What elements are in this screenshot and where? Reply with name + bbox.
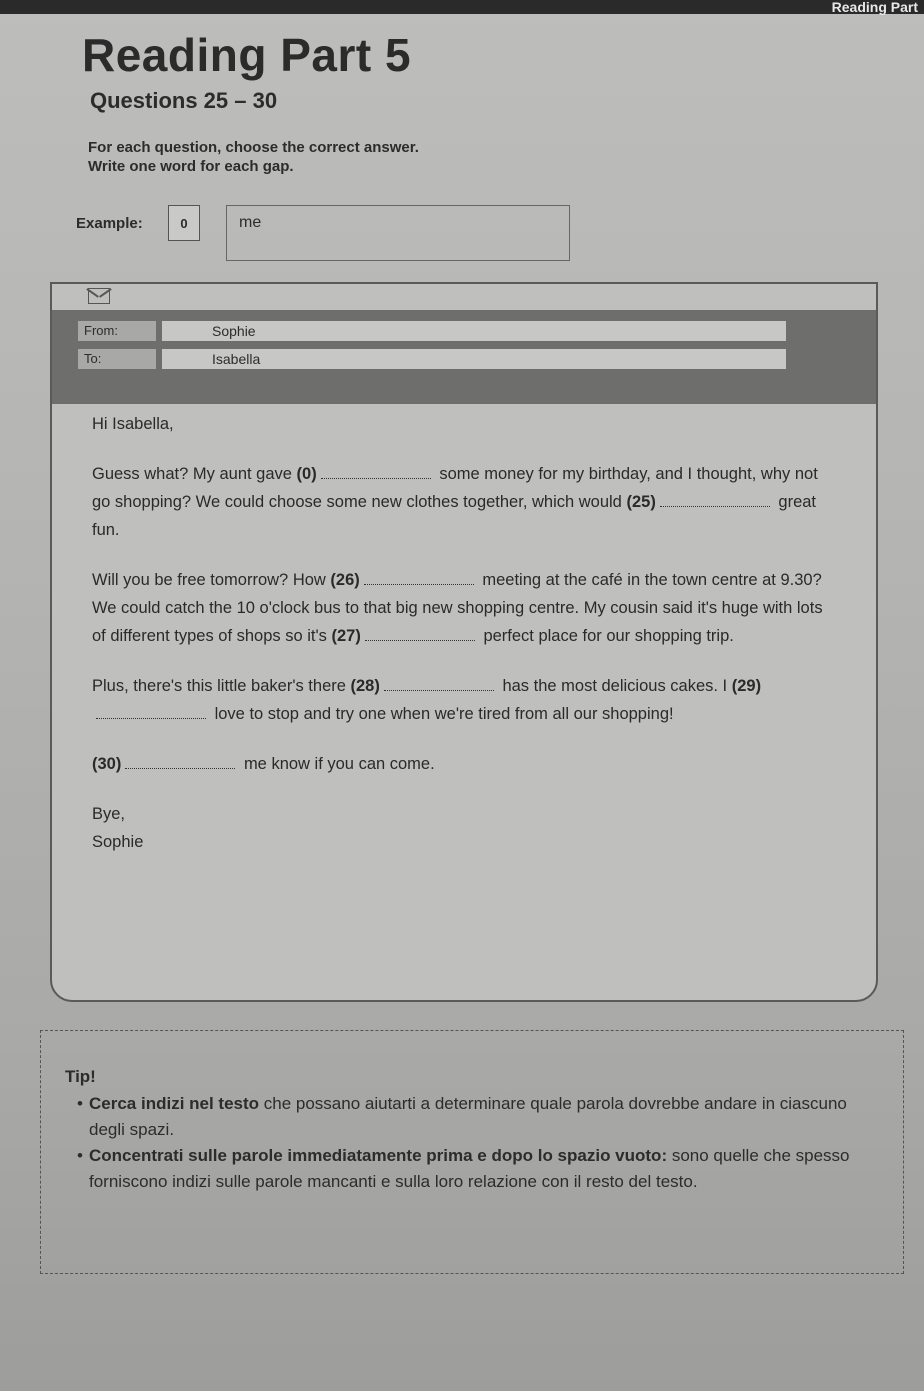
gap-26 xyxy=(364,570,474,585)
from-value: Sophie xyxy=(162,321,786,341)
tip-item-1-bold: Cerca indizi nel testo xyxy=(89,1094,260,1113)
email-body xyxy=(92,410,832,856)
example-answer-box: me xyxy=(226,205,570,261)
signature: Sophie xyxy=(92,833,144,851)
tip-item-1 xyxy=(77,1091,879,1143)
gap-30-number: (30) xyxy=(92,755,122,773)
tip-item-1-text: che possano aiutarti a determinare quale parola dovrebbe andare in ciascuno degli spazi. xyxy=(89,1094,847,1139)
gap-27 xyxy=(365,626,475,641)
gap-28-number: (28) xyxy=(350,677,380,695)
gap-25 xyxy=(660,492,770,507)
paragraph-1 xyxy=(92,460,832,544)
gap-25-number: (25) xyxy=(626,493,656,511)
tip-item-2-text: sono quelle che spesso forniscono indizi sulle parole mancanti e sulla loro relazione con il resto del testo. xyxy=(89,1146,850,1191)
instructions xyxy=(88,138,419,176)
example-number-box: 0 xyxy=(168,205,200,241)
p1-text-a: Guess what? My aunt gave xyxy=(92,465,292,483)
email-window xyxy=(50,282,878,1002)
email-titlebar xyxy=(52,284,876,310)
paragraph-2 xyxy=(92,566,832,650)
p1-text-c: great fun. xyxy=(92,493,817,539)
from-label: From: xyxy=(78,321,156,341)
gap-29-number: (29) xyxy=(731,677,762,695)
to-label: To: xyxy=(78,349,156,369)
p3-text-b: has the most delicious cakes. I xyxy=(502,677,728,695)
closing: Bye, xyxy=(92,805,126,823)
p2-text-a: Will you be free tomorrow? How xyxy=(92,571,326,589)
tip-item-2 xyxy=(77,1143,879,1195)
email-header xyxy=(52,310,876,404)
greeting: Hi Isabella, xyxy=(92,415,174,433)
tip-list xyxy=(65,1091,879,1195)
gap-26-number: (26) xyxy=(330,571,360,589)
gap-0 xyxy=(321,464,431,479)
tip-item-2-bold: Concentrati sulle parole immediatamente prima e dopo lo spazio vuoto: xyxy=(89,1146,668,1165)
tip-box xyxy=(40,1030,904,1274)
tip-heading: Tip! xyxy=(65,1067,96,1086)
envelope-icon xyxy=(88,288,110,304)
gap-29 xyxy=(96,704,206,719)
example-label: Example: xyxy=(76,215,143,232)
instruction-line-1: For each question, choose the correct answer. xyxy=(88,139,419,156)
instruction-line-2: Write one word for each gap. xyxy=(88,158,294,175)
p2-text-c: perfect place for our shopping trip. xyxy=(483,627,734,645)
gap-27-number: (27) xyxy=(331,627,361,645)
questions-heading: Questions 25 – 30 xyxy=(90,88,278,113)
to-value: Isabella xyxy=(162,349,786,369)
page-title: Reading Part 5 xyxy=(82,29,412,81)
p4-text-a: me know if you can come. xyxy=(243,755,435,773)
p3-text-c: love to stop and try one when we're tired from all our shopping! xyxy=(214,705,674,723)
gap-0-number: (0) xyxy=(296,465,317,483)
p1-text-b: some money for my birthday, and I thought, why not go shopping? We could choose some new clothes together, which would xyxy=(92,465,818,511)
p3-text-a: Plus, there's this little baker's there xyxy=(92,677,346,695)
p2-text-b: meeting at the café in the town centre at 9.30? We could catch the 10 o'clock bus to that big new shopping centre. My cousin said it's huge with lots of different types of shops so it's xyxy=(92,571,823,645)
gap-30 xyxy=(125,754,235,769)
paragraph-4 xyxy=(92,750,832,778)
paragraph-3 xyxy=(92,672,832,728)
top-bar xyxy=(0,0,924,14)
corner-label: Reading Part xyxy=(831,0,918,15)
gap-28 xyxy=(384,676,494,691)
